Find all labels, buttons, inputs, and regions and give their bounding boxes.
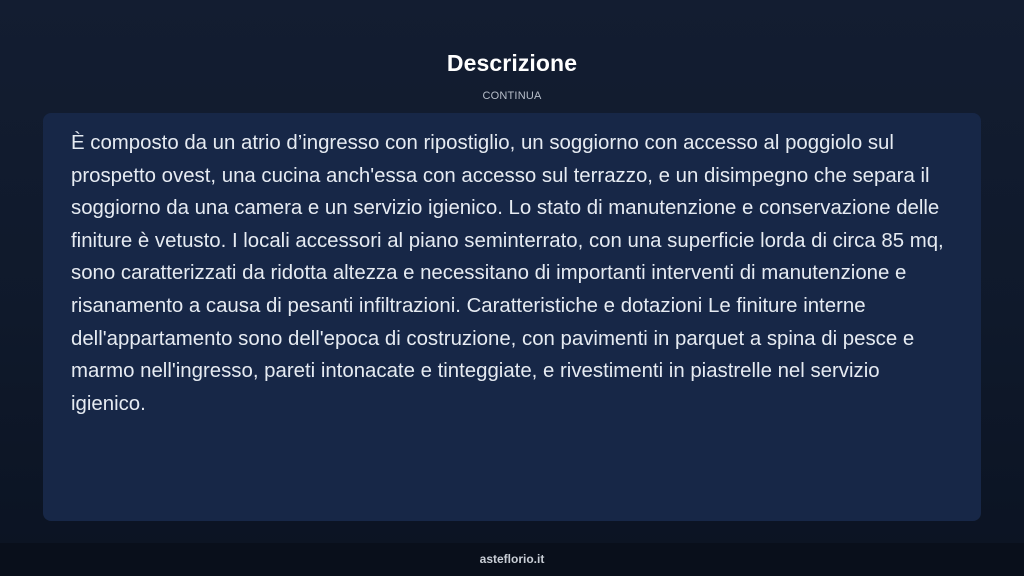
continue-link[interactable]: CONTINUA xyxy=(482,90,542,102)
page-title: Descrizione xyxy=(446,50,578,76)
description-card xyxy=(43,113,981,521)
footer-bar xyxy=(0,543,1024,576)
footer-brand-link[interactable]: asteflorio.it xyxy=(479,552,545,566)
description-text: È composto da un atrio d’ingresso con ripostiglio, un soggiorno con accesso al poggiolo sul prospetto ovest, una cucina anch'essa con accesso sul terrazzo, e un disimpegno che separa il soggiorno da una camera e un servizio igienico. Lo stato di manutenzione e conservazione delle finiture è vetusto. I locali accessori al piano seminterrato, con una superficie lorda di circa 85 mq, sono caratterizzati da ridotta altezza e necessitano di importanti interventi di manutenzione e risanamento a causa di pesanti infiltrazioni. Caratteristiche e dotazioni Le finiture interne dell'appartamento sono dell'epoca di costruzione, con pavimenti in parquet a spina di pesce e marmo nell'ingresso, pareti intonacate e tinteggiate, e rivestimenti in piastrelle nel servizio igienico. xyxy=(71,132,944,415)
